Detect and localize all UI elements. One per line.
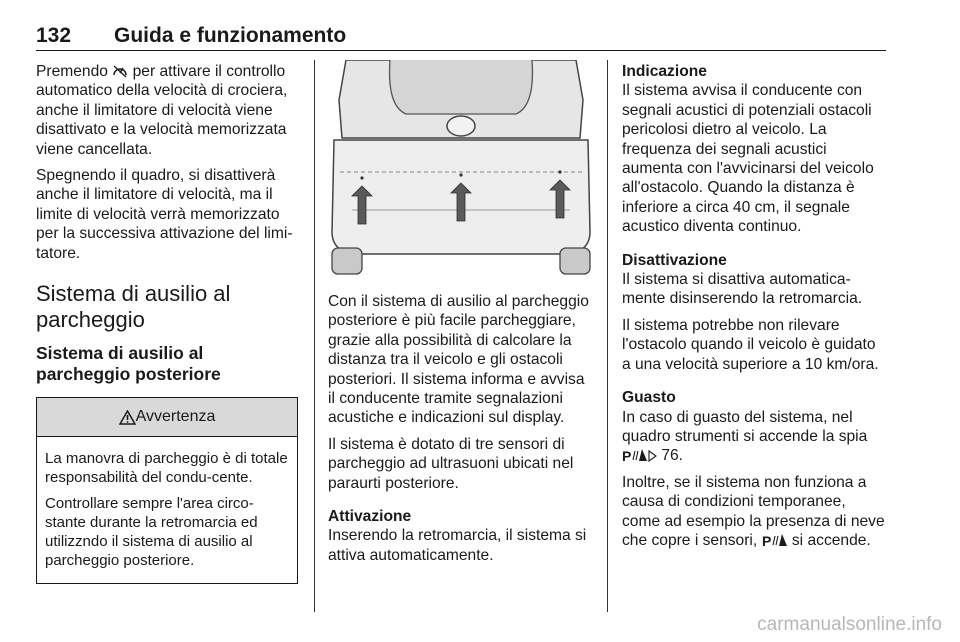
svg-text:P: P [622,448,632,463]
warning-title: Avvertenza [135,408,216,426]
indication-text: Il sistema avvisa il conducente con segnali acustici di potenziali ostacoli pericolosi dietro al veicolo. La frequenza dei segnali acustici aumenta con l'avvicinarsi del veicolo all'ostacolo. Quando la distanza è inferiore a circa 40 cm, il segnale acustico diventa continuo. [622,82,874,236]
fault-title: Guasto [622,389,676,407]
rear-sensors-illustration [328,60,594,278]
heading-parking-aid: Sistema di ausilio al parcheggio [36,281,231,333]
warning-paragraph-1: La manovra di parcheggio è di totale responsabilità del condu-cente. [45,450,288,487]
fault-paragraph-2: Inoltre, se il sistema non funziona a causa di condizioni temporanee, come ad esempio la presenza di neve che copre i sensori, P si accende. [622,473,885,549]
column-1 [36,62,302,584]
activation-section [328,507,594,565]
warning-header [37,398,297,437]
warning-body [37,437,297,583]
watermark: carmanualsonline.info [757,614,942,635]
section-title: Guida e funzionamento [114,24,347,47]
indication-title: Indicazione [622,63,707,80]
sensors-paragraph: Il sistema è dotato di tre sensori di parcheggio ad ultrasuoni ubicati nel paraurti posteriore. [328,435,574,492]
warning-triangle-icon [119,410,136,425]
fault-section [622,388,888,466]
activation-text: Inserendo la retromarcia, il sistema si attiva automaticamente. [328,527,587,564]
activation-title: Attivazione [328,508,412,526]
subheading-rear-parking-aid: Sistema di ausilio al parcheggio posteriore [36,343,221,385]
ignition-paragraph: Spegnendo il quadro, si disattiverà anche il limitatore di velocità, ma il limite di velocità verrà memorizzato per la successiva attivazione del limi-tatore. [36,167,293,262]
page-number: 132 [36,24,72,47]
parking-aid-paragraph: Con il sistema di ausilio al parcheggio posteriore è più facile parcheggiare, grazie alla possibilità di calcolare la distanza tra il veicolo e gli ostacoli posteriori. Il sistema informa e avvisa il conducente tramite segnalazioni acustiche e indicazioni sul display. [328,293,589,427]
fault-page-reference: 76. [657,447,684,465]
column-divider-2 [607,60,608,612]
parking-aid-warning-icon [622,448,648,462]
warning-paragraph-2: Controllare sempre l'area circo-stante durante la retromarcia ed utilizzndo il sistema di ausilio al parcheggio posteriore. [45,495,258,570]
column-2 [328,62,594,572]
parking-aid-warning-icon [762,533,788,547]
indication-section [622,62,888,237]
cruise-paragraph: Premendo per attivare il controllo automatico della velocità di crociera, anche il limitatore di velocità viene disattivato e la velocità memorizzata viene cancellata. [36,63,288,158]
page-reference-icon [648,450,657,462]
fault-text: In caso di guasto del sistema, nel quadro strumenti si accende la spia [622,408,868,445]
header-rule [36,50,886,51]
deactivation-text: Il sistema si disattiva automatica-mente disinserendo la retromarcia. [622,271,863,308]
deactivation-paragraph-2: Il sistema potrebbe non rilevare l'ostacolo quando il veicolo è guidato a una velocità superiore a 10 km/ora. [622,316,879,373]
column-3 [622,62,888,557]
column-divider-1 [314,60,315,612]
deactivation-section [622,251,888,309]
warning-box [36,397,298,584]
cruise-control-off-icon [112,64,128,78]
deactivation-title: Disattivazione [622,251,727,269]
svg-text:P: P [761,532,771,547]
